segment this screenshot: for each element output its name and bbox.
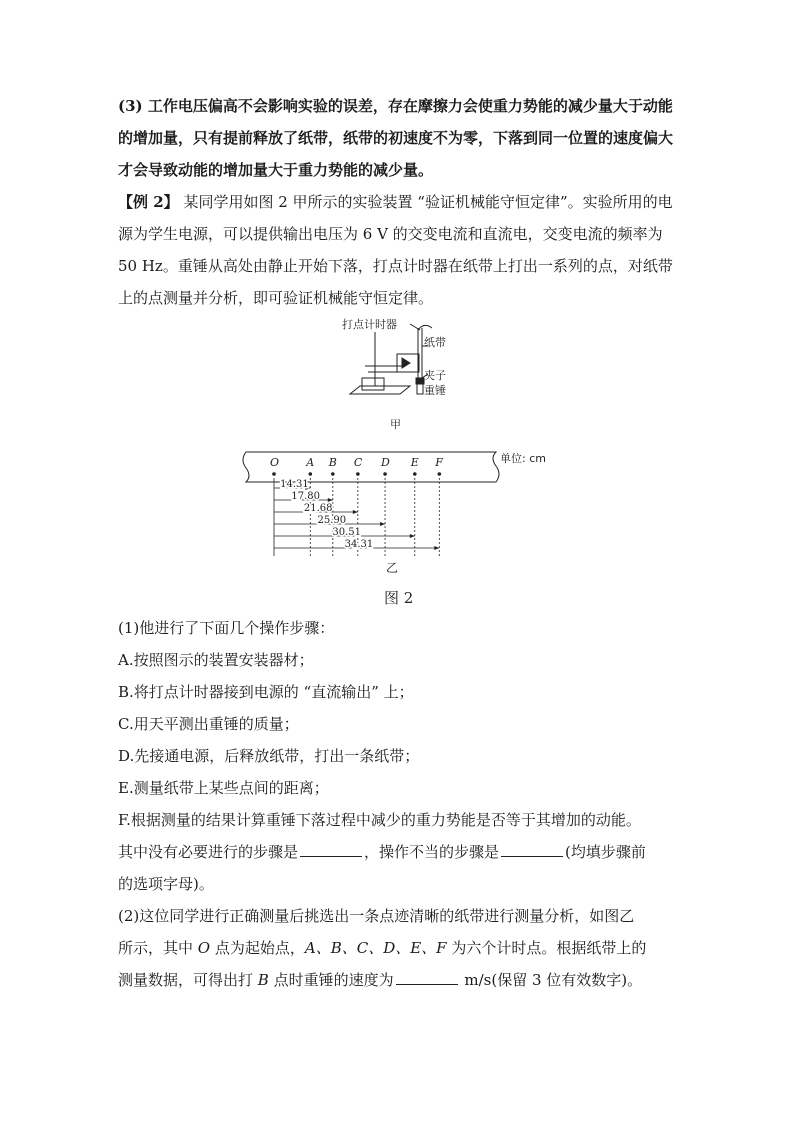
step-e: E.测量纸带上某些点间的距离； bbox=[118, 779, 329, 797]
tape-point-e bbox=[413, 472, 417, 476]
tape-point-label-f: F bbox=[435, 456, 443, 469]
dim-value-4: 25.90 bbox=[317, 515, 347, 526]
dim-value-3: 21.68 bbox=[303, 503, 333, 514]
q2-text-d: 测量数据，可得出打 bbox=[118, 971, 258, 989]
tape-point-d bbox=[383, 472, 387, 476]
q1-ask-text-3: (均填步骤前 bbox=[565, 843, 646, 861]
tape-point-a bbox=[308, 472, 312, 476]
tape-point-f bbox=[437, 472, 441, 476]
apparatus-diagram bbox=[350, 324, 432, 394]
q2-text-a: 所示，其中 bbox=[118, 939, 198, 957]
answer-text: (3) 工作电压偏高不会影响实验的误差，存在摩擦力会使重力势能的减少量大于动能的增加量，只有提前释放了纸带，纸带的初速度不为零，下落到同一位置的速度偏大才会导致动能的增加量大于重力势能的减少量。 bbox=[118, 97, 674, 179]
tape-dimensions bbox=[274, 478, 439, 556]
answer-paragraph-3 bbox=[118, 90, 680, 186]
label-jia: 甲 bbox=[390, 418, 401, 431]
tape-point-label-a: A bbox=[306, 456, 315, 469]
tape-point-label-d: D bbox=[381, 456, 390, 469]
q2-text-f: m/s(保留 3 位有效数字)。 bbox=[459, 971, 643, 989]
timer-mark bbox=[402, 358, 410, 368]
tape-point-b bbox=[331, 472, 335, 476]
var-b: B bbox=[257, 971, 269, 989]
base-block bbox=[362, 378, 384, 390]
dim-arrow-2 bbox=[328, 498, 333, 502]
tape-point-o bbox=[272, 472, 276, 476]
step-a: A.按照图示的装置安装器材； bbox=[118, 651, 314, 669]
figure-caption: 图 2 bbox=[384, 589, 414, 606]
step-d: D.先接通电源，后释放纸带，打出一条纸带； bbox=[118, 747, 420, 765]
var-points: A、B、C、D、E、F bbox=[304, 939, 447, 957]
dim-arrow-6 bbox=[434, 546, 439, 550]
dim-value-6: 34.31 bbox=[344, 539, 374, 550]
tape-outline bbox=[243, 452, 499, 482]
var-o: O bbox=[197, 939, 211, 957]
label-weight: 重锤 bbox=[424, 384, 446, 397]
q1-ask bbox=[118, 836, 646, 868]
example-tag: 【例 2】 bbox=[118, 193, 179, 211]
q2-text-c: 为六个计时点。根据纸带上的 bbox=[446, 939, 647, 957]
q1-ask-text-2: ，操作不当的步骤是 bbox=[364, 843, 500, 861]
tape-top bbox=[418, 325, 432, 330]
weight-block bbox=[417, 384, 423, 394]
label-tape: 纸带 bbox=[424, 336, 446, 349]
leader-timer bbox=[410, 324, 420, 330]
tape-points bbox=[270, 456, 443, 476]
q1-intro: (1)他进行了下面几个操作步骤： bbox=[118, 619, 335, 637]
unit-label: 单位: cm bbox=[500, 452, 546, 465]
dim-arrow-3 bbox=[353, 510, 358, 514]
tape-point-label-c: C bbox=[353, 456, 363, 469]
dim-value-1: 14.31 bbox=[280, 479, 309, 490]
step-f: F.根据测量的结果计算重锤下落过程中减少的重力势能是否等于其增加的动能。 bbox=[118, 811, 641, 829]
answer-blank-velocity[interactable] bbox=[396, 970, 458, 985]
dim-arrow-4 bbox=[380, 522, 385, 526]
label-clip: 夹子 bbox=[424, 369, 446, 382]
label-timer: 打点计时器 bbox=[342, 318, 397, 331]
q2-line-2 bbox=[118, 932, 646, 964]
q1-ask-cont: 的选项字母)。 bbox=[118, 875, 214, 893]
tape-point-label-o: O bbox=[270, 456, 280, 469]
step-c: C.用天平测出重锤的质量； bbox=[118, 715, 299, 733]
q2-line-1: (2)这位同学进行正确测量后挑选出一条点迹清晰的纸带进行测量分析，如图乙 bbox=[118, 907, 635, 925]
label-yi: 乙 bbox=[386, 561, 399, 575]
clip bbox=[416, 378, 424, 384]
dim-value-5: 30.51 bbox=[332, 527, 362, 538]
q2-line-3 bbox=[118, 964, 642, 996]
figure-2 bbox=[238, 316, 558, 606]
example-text: 某同学用如图 2 甲所示的实验装置 “验证机械能守恒定律”。实验所用的电源为学生电源，可以提供输出电压为 6 V 的交变电流和直流电，交变电流的频率为 50 Hz。重锤从高处由静止开始下落，打点计时器在纸带上打出一系列的点，对纸带上的点测量并分析，即可验证机械能守恒定律。 bbox=[118, 193, 673, 307]
tape-point-label-e: E bbox=[410, 456, 419, 469]
q2-text-e: 点时重锤的速度为 bbox=[268, 971, 394, 989]
q2-text-b: 点为起始点， bbox=[210, 939, 305, 957]
paper-tape-diagram bbox=[243, 452, 546, 575]
answer-blank-unnecessary[interactable] bbox=[300, 842, 362, 857]
figure-2-drawing bbox=[238, 316, 558, 606]
answer-blank-improper[interactable] bbox=[501, 842, 563, 857]
tape-point-c bbox=[356, 472, 360, 476]
dim-value-2: 17.80 bbox=[291, 491, 321, 502]
q1-ask-text-1: 其中没有必要进行的步骤是 bbox=[118, 843, 299, 861]
step-b: B.将打点计时器接到电源的 “直流输出” 上； bbox=[118, 683, 414, 701]
tape-point-label-b: B bbox=[328, 456, 337, 469]
dim-arrow-5 bbox=[410, 534, 415, 538]
example-2-paragraph bbox=[118, 186, 680, 314]
